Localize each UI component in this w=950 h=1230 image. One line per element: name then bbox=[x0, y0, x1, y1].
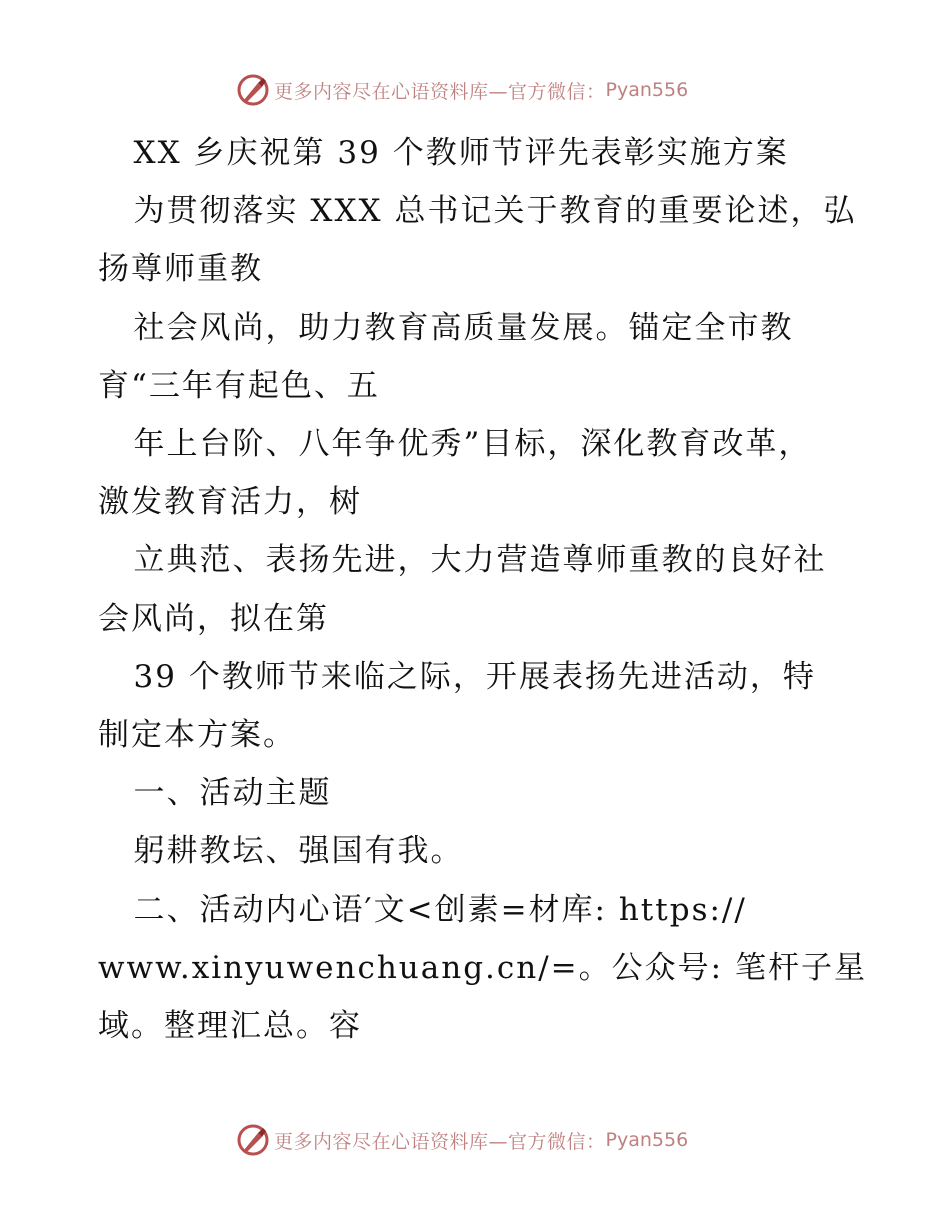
doc-line: 躬耕教坛、强国有我。 bbox=[98, 833, 464, 870]
doc-line: 一、活动主题 bbox=[98, 775, 332, 812]
pen-nib-logo-icon bbox=[236, 1123, 270, 1157]
doc-line: 域。整理汇总。容 bbox=[98, 1008, 362, 1045]
doc-line: 育“三年有起色、五 bbox=[98, 367, 380, 404]
doc-line: 激发教育活力，树 bbox=[98, 484, 362, 521]
doc-line: 为贯彻落实 XXX 总书记关于教育的重要论述，弘 bbox=[98, 193, 857, 230]
watermark-footer bbox=[236, 1122, 688, 1158]
watermark-wechat-id: Pyan556 bbox=[605, 1129, 689, 1151]
doc-line: 立典范、表扬先进，大力营造尊师重教的良好社 bbox=[98, 542, 827, 579]
doc-line: 扬尊师重教 bbox=[98, 251, 263, 288]
doc-line: 社会风尚，助力教育高质量发展。锚定全市教 bbox=[98, 309, 794, 346]
doc-line: XX 乡庆祝第 39 个教师节评先表彰实施方案 bbox=[98, 135, 789, 171]
doc-line: 39 个教师节来临之际，开展表扬先进活动，特 bbox=[98, 658, 816, 695]
watermark-header bbox=[236, 72, 688, 108]
doc-line: www.xinyuwenchuang.cn/=。公众号: 笔杆子星 bbox=[98, 949, 867, 986]
watermark-wechat-id: Pyan556 bbox=[605, 79, 689, 101]
watermark-text: 更多内容尽在心语资料库—官方微信： bbox=[274, 1130, 606, 1153]
watermark-text: 更多内容尽在心语资料库—官方微信： bbox=[274, 80, 606, 103]
doc-line: 会风尚，拟在第 bbox=[98, 600, 329, 637]
doc-line: 年上台阶、八年争优秀”目标，深化教育改革， bbox=[98, 426, 812, 463]
doc-line: 制定本方案。 bbox=[98, 717, 296, 754]
pen-nib-logo-icon bbox=[236, 73, 270, 107]
doc-line: 二、活动内心语′文<创素=材库: https:// bbox=[98, 891, 747, 928]
document-body bbox=[98, 124, 867, 1055]
